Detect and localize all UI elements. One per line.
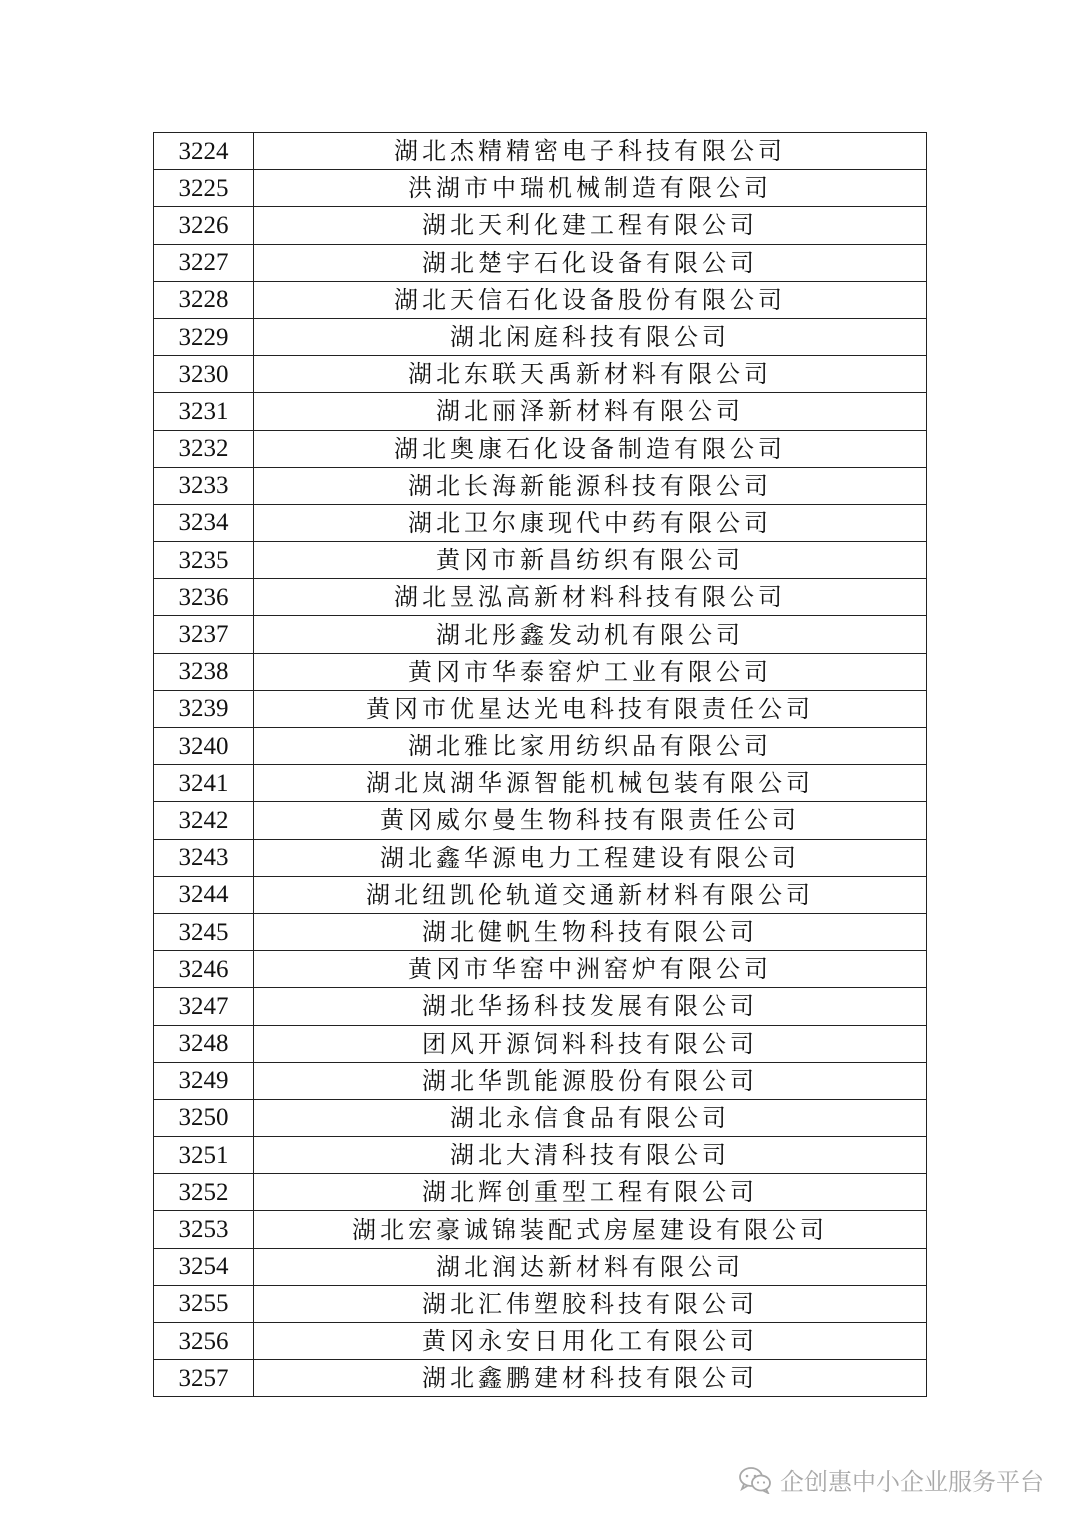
table-row (154, 393, 927, 430)
row-index: 3253 (154, 1211, 254, 1248)
table-row (154, 504, 927, 541)
row-index: 3252 (154, 1174, 254, 1211)
row-index: 3236 (154, 579, 254, 616)
company-name: 湖北长海新能源科技有限公司 (254, 467, 927, 504)
table-row (154, 244, 927, 281)
row-index: 3250 (154, 1099, 254, 1136)
row-index: 3235 (154, 542, 254, 579)
company-name: 湖北辉创重型工程有限公司 (254, 1174, 927, 1211)
table-row (154, 988, 927, 1025)
row-index: 3239 (154, 690, 254, 727)
table-row (154, 318, 927, 355)
row-index: 3247 (154, 988, 254, 1025)
company-name: 湖北丽泽新材料有限公司 (254, 393, 927, 430)
company-name: 湖北闲庭科技有限公司 (254, 318, 927, 355)
table-row (154, 1062, 927, 1099)
row-index: 3255 (154, 1285, 254, 1322)
row-index: 3238 (154, 653, 254, 690)
row-index: 3227 (154, 244, 254, 281)
company-name: 湖北华扬科技发展有限公司 (254, 988, 927, 1025)
table-row (154, 170, 927, 207)
row-index: 3245 (154, 913, 254, 950)
table-row (154, 1285, 927, 1322)
table-row (154, 913, 927, 950)
row-index: 3224 (154, 133, 254, 170)
company-list-body (154, 133, 927, 1397)
row-index: 3228 (154, 281, 254, 318)
table-row (154, 281, 927, 318)
company-name: 湖北天利化建工程有限公司 (254, 207, 927, 244)
company-name: 湖北汇伟塑胶科技有限公司 (254, 1285, 927, 1322)
table-row (154, 1099, 927, 1136)
company-name: 黄冈永安日用化工有限公司 (254, 1323, 927, 1360)
table-row (154, 765, 927, 802)
row-index: 3231 (154, 393, 254, 430)
company-name: 湖北奥康石化设备制造有限公司 (254, 430, 927, 467)
table-row (154, 616, 927, 653)
company-name: 湖北鑫华源电力工程建设有限公司 (254, 839, 927, 876)
table-row (154, 690, 927, 727)
table-row (154, 356, 927, 393)
row-index: 3242 (154, 802, 254, 839)
table-row (154, 951, 927, 988)
row-index: 3233 (154, 467, 254, 504)
company-name: 湖北天信石化设备股份有限公司 (254, 281, 927, 318)
company-list-table (153, 132, 927, 1397)
table-row (154, 430, 927, 467)
company-name: 黄冈市华窑中洲窑炉有限公司 (254, 951, 927, 988)
company-name: 湖北润达新材料有限公司 (254, 1248, 927, 1285)
table-row (154, 542, 927, 579)
company-name: 湖北宏豪诚锦装配式房屋建设有限公司 (254, 1211, 927, 1248)
row-index: 3244 (154, 876, 254, 913)
table-row (154, 802, 927, 839)
company-name: 湖北纽凯伦轨道交通新材料有限公司 (254, 876, 927, 913)
company-name: 黄冈市优星达光电科技有限责任公司 (254, 690, 927, 727)
table-row (154, 1025, 927, 1062)
row-index: 3251 (154, 1137, 254, 1174)
table-row (154, 728, 927, 765)
row-index: 3225 (154, 170, 254, 207)
company-name: 湖北岚湖华源智能机械包装有限公司 (254, 765, 927, 802)
table-row (154, 839, 927, 876)
table-row (154, 1323, 927, 1360)
company-name: 湖北永信食品有限公司 (254, 1099, 927, 1136)
table-row (154, 1174, 927, 1211)
company-name: 黄冈威尔曼生物科技有限责任公司 (254, 802, 927, 839)
row-index: 3234 (154, 504, 254, 541)
row-index: 3249 (154, 1062, 254, 1099)
wechat-icon (738, 1466, 772, 1494)
row-index: 3246 (154, 951, 254, 988)
row-index: 3237 (154, 616, 254, 653)
table-row (154, 653, 927, 690)
row-index: 3226 (154, 207, 254, 244)
company-name: 湖北雅比家用纺织品有限公司 (254, 728, 927, 765)
row-index: 3243 (154, 839, 254, 876)
row-index: 3229 (154, 318, 254, 355)
row-index: 3254 (154, 1248, 254, 1285)
table-row (154, 467, 927, 504)
row-index: 3230 (154, 356, 254, 393)
row-index: 3240 (154, 728, 254, 765)
company-name: 湖北大清科技有限公司 (254, 1137, 927, 1174)
company-name: 湖北昱泓高新材料科技有限公司 (254, 579, 927, 616)
company-name: 湖北华凯能源股份有限公司 (254, 1062, 927, 1099)
company-name: 团风开源饲料科技有限公司 (254, 1025, 927, 1062)
row-index: 3256 (154, 1323, 254, 1360)
company-name: 湖北杰精精密电子科技有限公司 (254, 133, 927, 170)
company-name: 湖北健帆生物科技有限公司 (254, 913, 927, 950)
company-name: 湖北鑫鹏建材科技有限公司 (254, 1360, 927, 1397)
company-name: 湖北东联天禹新材料有限公司 (254, 356, 927, 393)
table-row (154, 1360, 927, 1397)
row-index: 3241 (154, 765, 254, 802)
company-name: 湖北彤鑫发动机有限公司 (254, 616, 927, 653)
row-index: 3257 (154, 1360, 254, 1397)
table-row (154, 1248, 927, 1285)
company-name: 黄冈市新昌纺织有限公司 (254, 542, 927, 579)
company-name: 湖北卫尔康现代中药有限公司 (254, 504, 927, 541)
company-name: 湖北楚宇石化设备有限公司 (254, 244, 927, 281)
company-name: 黄冈市华泰窑炉工业有限公司 (254, 653, 927, 690)
company-name: 洪湖市中瑞机械制造有限公司 (254, 170, 927, 207)
table-row (154, 1137, 927, 1174)
row-index: 3232 (154, 430, 254, 467)
row-index: 3248 (154, 1025, 254, 1062)
table-row (154, 207, 927, 244)
table-row (154, 579, 927, 616)
watermark-text: 企创惠中小企业服务平台 (780, 1468, 1044, 1496)
watermark (738, 1462, 1044, 1497)
table-row (154, 876, 927, 913)
table-row (154, 1211, 927, 1248)
table-row (154, 133, 927, 170)
